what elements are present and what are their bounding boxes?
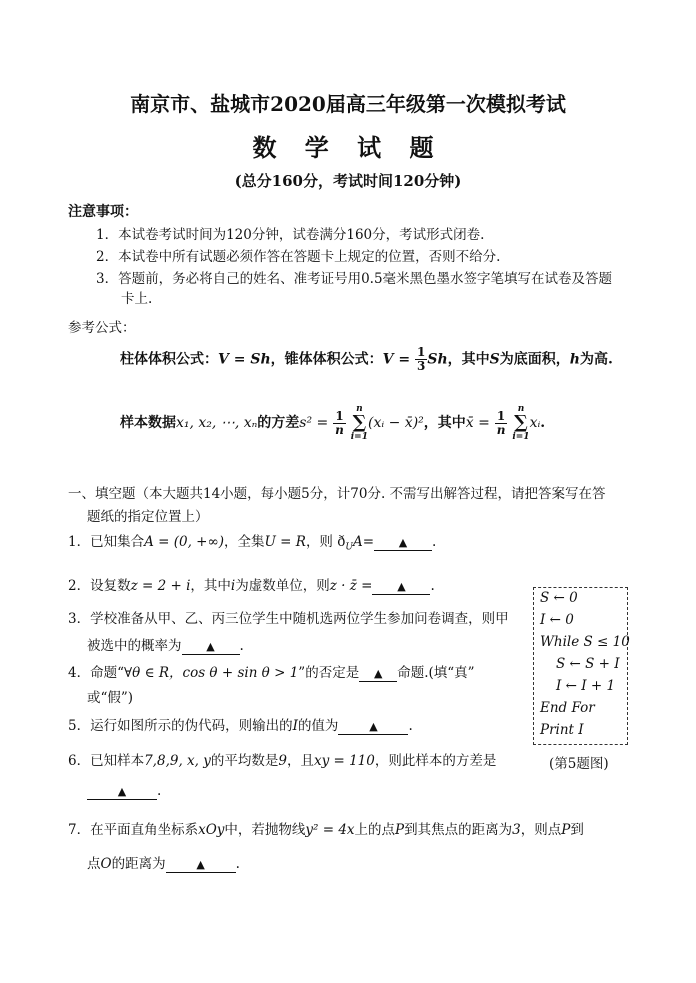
question-1: 1．已知集合A = (0, +∞)，全集U = R，则 $ð_UA=$ ▲ . xyxy=(68,534,437,553)
exam-info: (总分160分，考试时间120分钟) xyxy=(234,172,462,190)
question-7: 7．在平面直角坐标系xOy中，若抛物线y² = 4x上的点P到其焦点的距离为3，则点P到 xyxy=(68,822,584,838)
notice-item-2: 2．本试卷中所有试题必须作答在答题卡上规定的位置，否则不给分. xyxy=(96,249,501,265)
volume-formula: 柱体体积公式：V = Sh，锥体体积公式：V = $\frac{1}{3}$ Sh，其中S为底面积，h为高. xyxy=(120,345,613,373)
question-2: 2．设复数z = 2 + i，其中i为虚数单位，则z · z̄ = ▲ . xyxy=(68,578,435,594)
sigma-symbol-2: n ∑ i=1 xyxy=(512,404,530,442)
code-line-6: End For xyxy=(540,700,595,716)
code-line-4: S ← S + I xyxy=(556,656,620,672)
code-line-5: I ← I + 1 xyxy=(556,678,616,694)
section-heading-cont: 题纸的指定位置上） xyxy=(87,509,209,525)
code-line-3: While S ≤ 10 xyxy=(540,634,630,650)
sigma-symbol: n ∑ i=1 xyxy=(350,404,368,442)
answer-blank-6[interactable]: ▲ xyxy=(87,785,157,800)
subject-title: 数 学 试 题 xyxy=(252,133,444,162)
pseudo-code-box xyxy=(533,587,628,745)
notice-item-3-cont: 卡上. xyxy=(121,291,153,307)
answer-blank-4[interactable]: ▲ xyxy=(359,667,397,682)
question-4-cont: 或“假”) xyxy=(87,690,134,706)
fraction-one-over-n-2: $\frac{1}{n}$ xyxy=(496,408,506,437)
notice-item-1: 1．本试卷考试时间为120分钟，试卷满分160分，考试形式闭卷. xyxy=(96,227,485,243)
question-3: 3．学校准备从甲、乙、丙三位学生中随机选两位学生参加问卷调查，则甲 xyxy=(68,611,509,627)
question-6: 6．已知样本7,8,9, x, y的平均数是9，且xy = 110，则此样本的方差是 xyxy=(68,753,497,769)
formula-heading: 参考公式： xyxy=(68,320,136,336)
question-4: 4．命题“∀θ ∈ R，cos θ + sin θ > 1”的否定是 ▲ 命题.(填“真” xyxy=(68,665,475,681)
fraction-one-over-n: $\frac{1}{n}$ xyxy=(335,408,344,437)
fraction-one-third: $\frac{1}{3}$ xyxy=(416,345,426,373)
answer-blank-3[interactable]: ▲ xyxy=(182,640,240,655)
exam-title: 南京市、盐城市2020届高三年级第一次模拟考试 xyxy=(130,92,566,116)
notice-item-3: 3．答题前，务必将自己的姓名、准考证号用0.5毫米黑色墨水签字笔填写在试卷及答题 xyxy=(96,271,613,287)
figure-caption: (第5题图) xyxy=(549,756,609,772)
answer-blank-2[interactable]: ▲ xyxy=(372,580,430,595)
question-3-cont: 被选中的概率为 ▲ . xyxy=(87,638,244,654)
question-7-cont: 点O的距离为 ▲ . xyxy=(87,856,240,872)
code-line-1: S ← 0 xyxy=(540,590,578,606)
question-6-cont: ▲ . xyxy=(87,783,161,800)
notice-heading: 注意事项： xyxy=(68,204,138,220)
answer-blank-5[interactable]: ▲ xyxy=(338,720,408,735)
variance-formula: 样本数据x₁, x₂, ⋯, xₙ的方差s² = $\frac{1}{n}$ n ∑ i=1 (xᵢ − x̄)²，其中x̄ = $\frac{1}{n}$ n ∑ i=1 xᵢ. xyxy=(120,404,546,442)
section-heading: 一、填空题（本大题共14小题，每小题5分，计70分. 不需写出解答过程，请把答案写在答 xyxy=(68,486,606,502)
code-line-2: I ← 0 xyxy=(540,612,574,628)
question-5: 5．运行如图所示的伪代码，则输出的I的值为 ▲ . xyxy=(68,718,413,734)
code-line-7: Print I xyxy=(540,722,584,738)
answer-blank-7[interactable]: ▲ xyxy=(166,858,236,873)
answer-blank-1[interactable]: ▲ xyxy=(374,536,432,551)
